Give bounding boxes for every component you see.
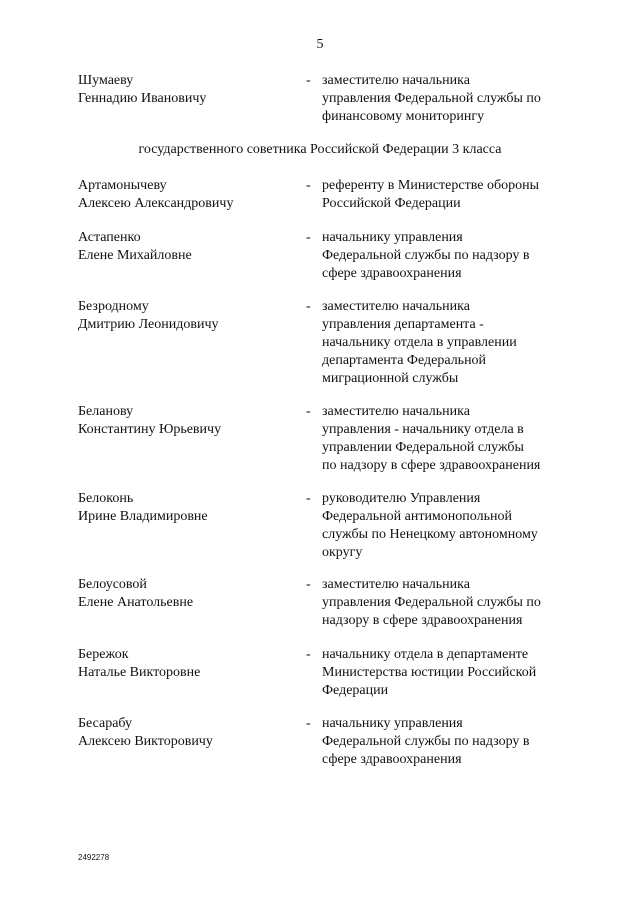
position-line: начальнику отдела в департаменте <box>322 647 529 662</box>
given-names: Ирине Владимировне <box>78 509 208 524</box>
person-name <box>78 229 298 265</box>
given-names: Наталье Викторовне <box>78 665 201 680</box>
surname: Артамонычеву <box>78 178 167 193</box>
position-line: заместителю начальника <box>322 73 470 88</box>
position-line: начальнику отдела в управлении <box>322 335 517 350</box>
dash: - <box>306 491 311 506</box>
dash: - <box>306 716 311 731</box>
position-line: заместителю начальника <box>322 404 470 419</box>
surname: Беланову <box>78 404 134 419</box>
position-line: начальнику управления <box>322 230 463 245</box>
surname: Белоконь <box>78 491 134 506</box>
given-names: Елене Анатольевне <box>78 595 194 610</box>
given-names: Константину Юрьевичу <box>78 422 222 437</box>
position-title <box>322 298 572 388</box>
surname: Бесарабу <box>78 716 133 731</box>
dash: - <box>306 404 311 419</box>
position-line: Российской Федерации <box>322 196 461 211</box>
surname: Астапенко <box>78 230 141 245</box>
position-line: начальнику управления <box>322 716 463 731</box>
position-title <box>322 72 572 126</box>
position-line: сфере здравоохранения <box>322 266 462 281</box>
page-number: 5 <box>316 37 324 52</box>
dash: - <box>306 647 311 662</box>
position-line: службы по Ненецкому автономному <box>322 527 538 542</box>
position-line: управления Федеральной службы по <box>322 91 541 106</box>
person-name <box>78 715 298 751</box>
document-code: 2492278 <box>78 853 110 862</box>
position-line: округу <box>322 545 363 560</box>
position-line: Министерства юстиции Российской <box>322 665 537 680</box>
position-line: референту в Министерстве обороны <box>322 178 539 193</box>
given-names: Алексею Александровичу <box>78 196 234 211</box>
person-name <box>78 72 298 108</box>
dash: - <box>306 299 311 314</box>
position-line: управлении Федеральной службы <box>322 440 524 455</box>
position-line: Федеральной службы по надзору в <box>322 248 530 263</box>
surname: Шумаеву <box>78 73 134 88</box>
surname: Безродному <box>78 299 149 314</box>
person-name <box>78 490 298 526</box>
position-line: заместителю начальника <box>322 577 470 592</box>
position-line: финансовому мониторингу <box>322 109 485 124</box>
dash: - <box>306 230 311 245</box>
dash: - <box>306 577 311 592</box>
position-line: департамента Федеральной <box>322 353 487 368</box>
given-names: Алексею Викторовичу <box>78 734 213 749</box>
position-line: сфере здравоохранения <box>322 752 462 767</box>
section-heading: государственного советника Российской Федерации 3 класса <box>138 142 502 157</box>
person-name <box>78 177 298 213</box>
position-line: Федеральной антимонопольной <box>322 509 512 524</box>
position-line: управления департамента - <box>322 317 484 332</box>
position-title <box>322 576 572 630</box>
position-line: Федеральной службы по надзору в <box>322 734 530 749</box>
position-line: руководителю Управления <box>322 491 481 506</box>
position-title <box>322 646 572 700</box>
position-title <box>322 403 572 475</box>
position-title <box>322 177 572 213</box>
position-line: надзору в сфере здравоохранения <box>322 613 523 628</box>
position-title <box>322 229 572 283</box>
dash: - <box>306 73 311 88</box>
surname: Белоусовой <box>78 577 147 592</box>
given-names: Дмитрию Леонидовичу <box>78 317 219 332</box>
person-name <box>78 403 298 439</box>
person-name <box>78 576 298 612</box>
position-title <box>322 715 572 769</box>
position-line: заместителю начальника <box>322 299 470 314</box>
position-line: миграционной службы <box>322 371 459 386</box>
position-line: управления Федеральной службы по <box>322 595 541 610</box>
surname: Бережок <box>78 647 129 662</box>
position-title <box>322 490 572 562</box>
position-line: по надзору в сфере здравоохранения <box>322 458 541 473</box>
person-name <box>78 646 298 682</box>
given-names: Елене Михайловне <box>78 248 192 263</box>
position-line: Федерации <box>322 683 389 698</box>
person-name <box>78 298 298 334</box>
given-names: Геннадию Ивановичу <box>78 91 207 106</box>
position-line: управления - начальнику отдела в <box>322 422 524 437</box>
dash: - <box>306 178 311 193</box>
